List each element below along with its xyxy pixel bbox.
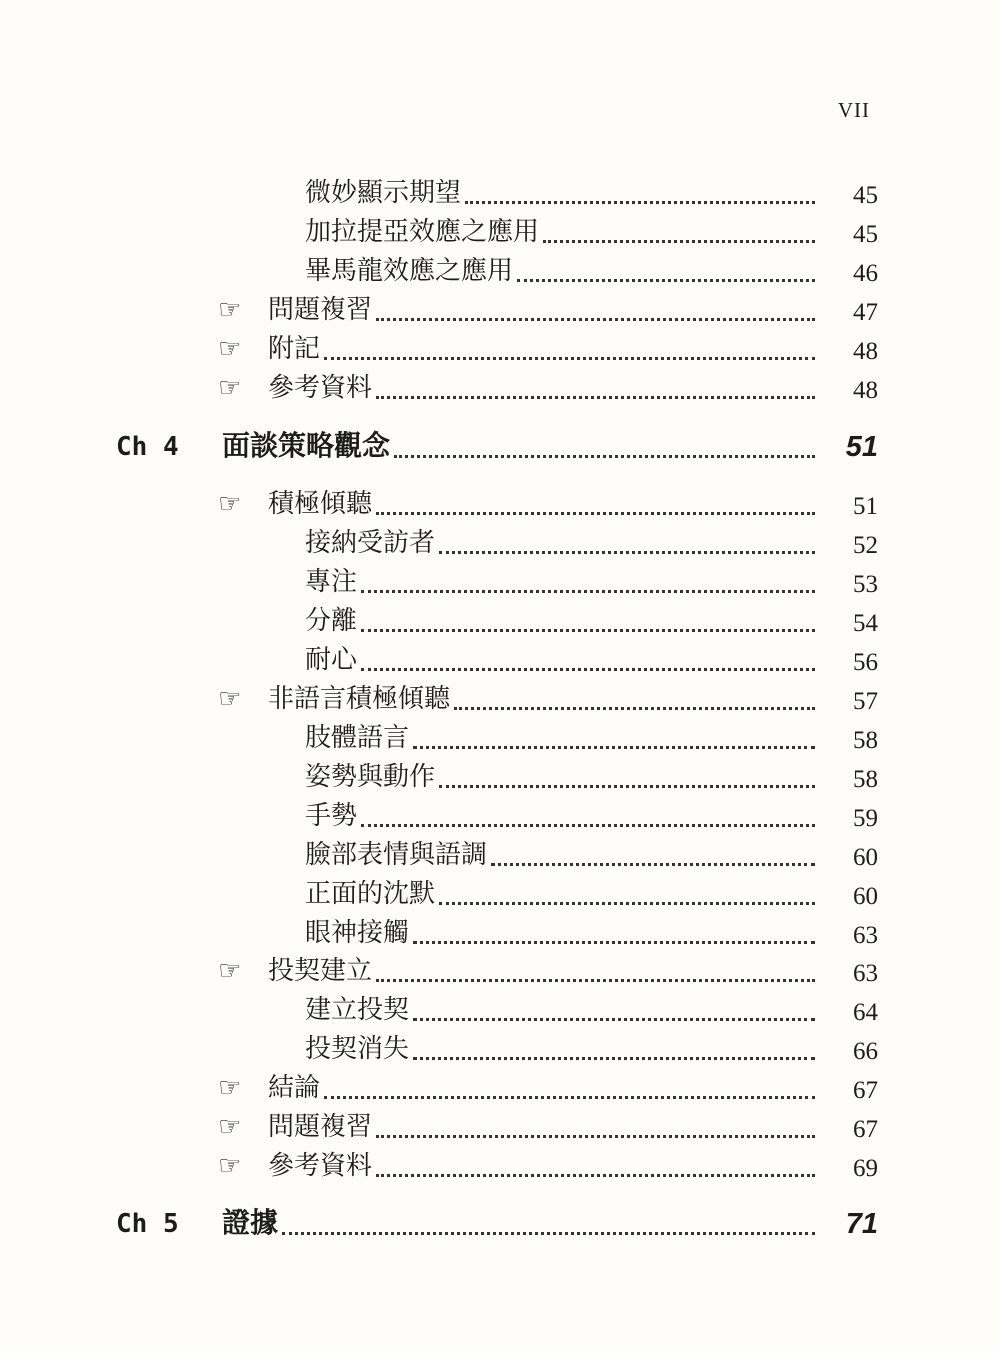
dot-leader [324,353,815,360]
entry-title: 面談策略觀念 [222,429,391,462]
page-ref: 48 [853,338,878,365]
page-ref: 67 [853,1077,878,1104]
toc-entry [0,873,1000,913]
page-ref: 48 [853,377,878,404]
toc-entry [0,600,1000,640]
page-ref: 47 [853,299,878,326]
pointing-hand-icon: ☞ [218,684,242,714]
entry-title: 眼神接觸 [305,918,410,948]
toc-entry [0,1067,1000,1107]
page-ref: 60 [853,883,878,910]
toc-entry [0,834,1000,874]
entry-title: 姿勢與動作 [305,762,436,792]
dot-leader [376,975,815,982]
entry-title: 微妙顯示期望 [305,178,462,208]
page-ref: 51 [853,493,878,520]
dot-leader [376,1170,815,1177]
entry-title: 證據 [222,1206,279,1239]
dot-leader [491,859,815,866]
entry-title: 臉部表情與語調 [305,840,488,870]
chapter-number: Ch 4 [116,432,179,462]
toc-entry [0,522,1000,562]
toc-entry [0,678,1000,718]
toc-entry [0,561,1000,601]
entry-title: 畢馬龍效應之應用 [305,256,514,286]
entry-title: 手勢 [305,801,358,831]
dot-leader [439,547,815,554]
dot-leader [361,820,815,827]
page-ref: 51 [845,431,878,463]
toc-entry [0,795,1000,835]
dot-leader [517,275,815,282]
pointing-hand-icon: ☞ [218,373,242,403]
pointing-hand-icon: ☞ [218,956,242,986]
page-ref: 58 [853,727,878,754]
entry-title: 正面的沈默 [305,879,436,909]
entry-title: 分離 [305,606,358,636]
pointing-hand-icon: ☞ [218,1151,242,1181]
page-ref: 46 [853,260,878,287]
dot-leader [361,586,815,593]
dot-leader [376,1131,815,1138]
dot-leader [454,703,815,710]
entry-title: 參考資料 [268,1151,373,1181]
toc-entry [0,717,1000,757]
entry-title: 非語言積極傾聽 [268,684,451,714]
page-ref: 57 [853,688,878,715]
toc-entry [0,989,1000,1029]
entry-title: 投契消失 [305,1034,410,1064]
pointing-hand-icon: ☞ [218,1073,242,1103]
dot-leader [376,508,815,515]
dot-leader [413,742,815,749]
dot-leader [361,625,815,632]
toc-entry [0,912,1000,952]
page-ref: 45 [853,182,878,209]
toc-entry [0,483,1000,523]
page-ref: 56 [853,649,878,676]
dot-leader [282,1228,815,1235]
dot-leader [376,392,815,399]
toc-entry [0,250,1000,290]
entry-title: 問題複習 [268,295,373,325]
entry-title: 專注 [305,567,358,597]
entry-title: 耐心 [305,645,358,675]
entry-title: 投契建立 [268,956,373,986]
toc-entry [0,639,1000,679]
page-ref: 52 [853,532,878,559]
chapter-number: Ch 5 [116,1209,179,1239]
entry-title: 附記 [268,334,321,364]
entry-title: 結論 [268,1073,321,1103]
chapter-entry [0,426,1000,466]
entry-title: 參考資料 [268,373,373,403]
dot-leader [465,197,815,204]
toc-entry [0,367,1000,407]
dot-leader [543,236,815,243]
toc-entry [0,1028,1000,1068]
dot-leader [413,1014,815,1021]
toc-entry [0,289,1000,329]
toc-entry [0,328,1000,368]
page-ref: 69 [853,1155,878,1182]
page-ref: 45 [853,221,878,248]
entry-title: 肢體語言 [305,723,410,753]
page-ref: 59 [853,805,878,832]
page-ref: 58 [853,766,878,793]
page-ref: 63 [853,922,878,949]
toc-entry [0,950,1000,990]
dot-leader [324,1092,815,1099]
chapter-entry [0,1203,1000,1243]
entry-title: 積極傾聽 [268,489,373,519]
page-ref: 66 [853,1038,878,1065]
page-ref: 64 [853,999,878,1026]
pointing-hand-icon: ☞ [218,1112,242,1142]
entry-title: 問題複習 [268,1112,373,1142]
entry-title: 建立投契 [305,995,410,1025]
page-ref: 60 [853,844,878,871]
toc-entry [0,756,1000,796]
dot-leader [413,1053,815,1060]
entry-title: 加拉提亞效應之應用 [305,217,540,247]
dot-leader [376,314,815,321]
dot-leader [361,664,815,671]
dot-leader [413,937,815,944]
page-ref: 67 [853,1116,878,1143]
toc-entry [0,1106,1000,1146]
pointing-hand-icon: ☞ [218,489,242,519]
page-ref: 63 [853,960,878,987]
dot-leader [394,451,815,458]
page-ref: 71 [845,1208,878,1240]
toc-entry [0,211,1000,251]
pointing-hand-icon: ☞ [218,295,242,325]
page-number: VII [837,98,870,122]
toc-entry [0,172,1000,212]
page-ref: 53 [853,571,878,598]
entry-title: 接納受訪者 [305,528,436,558]
toc-entry [0,1145,1000,1185]
pointing-hand-icon: ☞ [218,334,242,364]
dot-leader [439,898,815,905]
page-ref: 54 [853,610,878,637]
dot-leader [439,781,815,788]
